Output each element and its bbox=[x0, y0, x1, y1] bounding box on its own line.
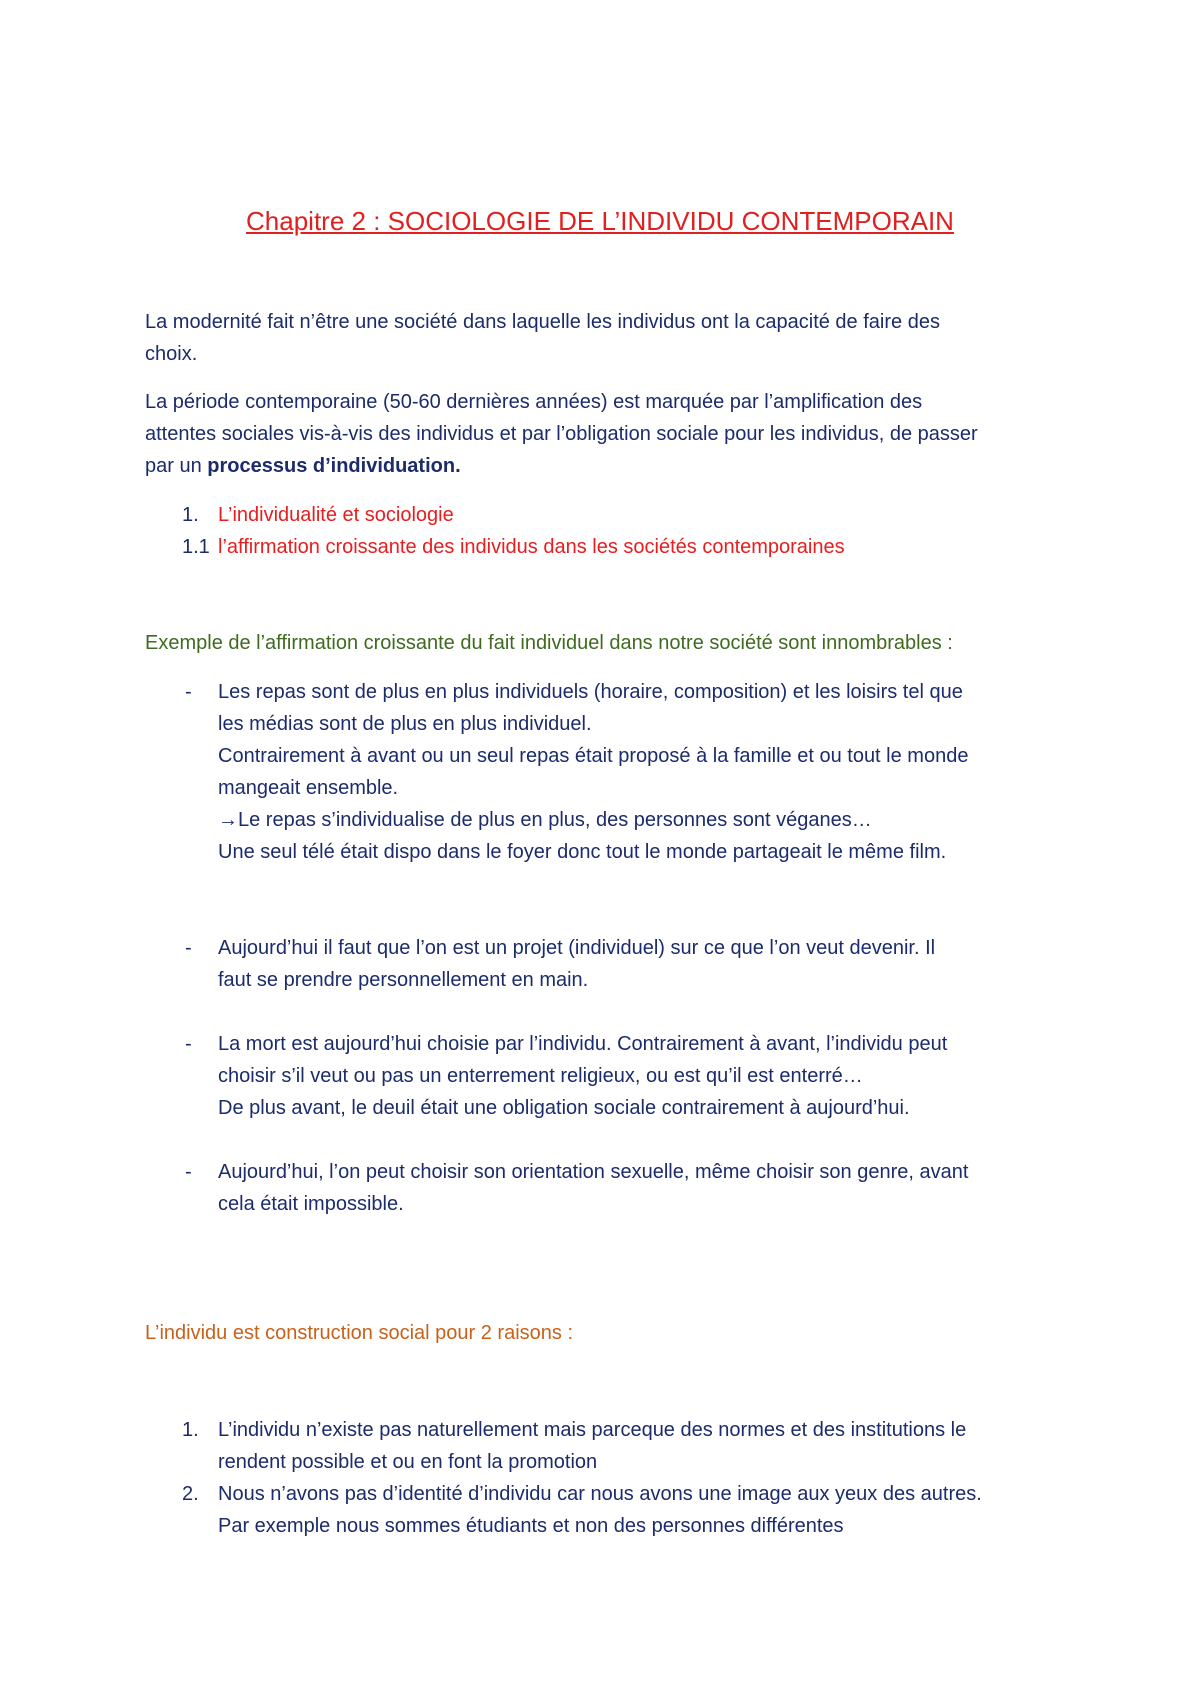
bullet-1-line-5-text: Le repas s’individualise de plus en plus, des personnes sont véganes… bbox=[238, 809, 872, 831]
bullet-4-line-2: cela était impossible. bbox=[218, 1193, 404, 1215]
bullet-3-line-1: La mort est aujourd’hui choisie par l’individu. Contrairement à avant, l’individu peut bbox=[218, 1033, 948, 1055]
bullet-2-line-1: Aujourd’hui il faut que l’on est un projet (individuel) sur ce que l’on veut devenir. Il bbox=[218, 937, 936, 959]
intro-paragraph-1-line-2: choix. bbox=[145, 343, 198, 365]
bullet-marker: - bbox=[185, 681, 192, 703]
subsection-heading: l’affirmation croissante des individus dans les sociétés contemporaines bbox=[218, 536, 845, 558]
bullet-4-line-1: Aujourd’hui, l’on peut choisir son orientation sexuelle, même choisir son genre, avant bbox=[218, 1161, 969, 1183]
list-number: 2. bbox=[182, 1483, 199, 1505]
intro-paragraph-1-line-1: La modernité fait n’être une société dans laquelle les individus ont la capacité de faire des bbox=[145, 311, 940, 333]
construction-heading: L’individu est construction social pour 2 raisons : bbox=[145, 1322, 574, 1344]
section-number: 1. bbox=[182, 504, 199, 526]
arrow-icon: → bbox=[218, 809, 238, 831]
bullet-1-line-3: Contrairement à avant ou un seul repas était proposé à la famille et ou tout le monde bbox=[218, 745, 969, 767]
reason-2-line-1: Nous n’avons pas d’identité d’individu car nous avons une image aux yeux des autres. bbox=[218, 1483, 982, 1505]
bullet-marker: - bbox=[185, 1161, 192, 1183]
bullet-2-line-2: faut se prendre personnellement en main. bbox=[218, 969, 589, 991]
bullet-1-line-5 bbox=[218, 804, 872, 836]
bullet-marker: - bbox=[185, 1033, 192, 1055]
bullet-1-line-1: Les repas sont de plus en plus individuels (horaire, composition) et les loisirs tel que bbox=[218, 681, 963, 703]
intro-bold-term: processus d’individuation. bbox=[207, 455, 461, 477]
bullet-1-line-6: Une seul télé était dispo dans le foyer donc tout le monde partageait le même film. bbox=[218, 841, 947, 863]
examples-heading: Exemple de l’affirmation croissante du fait individuel dans notre société sont innombrables : bbox=[145, 632, 953, 654]
chapter-title: Chapitre 2 : SOCIOLOGIE DE L’INDIVIDU CONTEMPORAIN bbox=[246, 206, 954, 236]
bullet-3-line-3: De plus avant, le deuil était une obligation sociale contrairement à aujourd’hui. bbox=[218, 1097, 910, 1119]
list-number: 1. bbox=[182, 1419, 199, 1441]
intro-paragraph-2-line-2: attentes sociales vis-à-vis des individus et par l’obligation sociale pour les individus, de passer bbox=[145, 423, 978, 445]
reason-1-line-2: rendent possible et ou en font la promotion bbox=[218, 1451, 598, 1473]
subsection-number: 1.1 bbox=[182, 536, 210, 558]
section-heading: L’individualité et sociologie bbox=[218, 504, 454, 526]
intro-paragraph-2-line-1: La période contemporaine (50-60 dernières années) est marquée par l’amplification des bbox=[145, 391, 923, 413]
bullet-3-line-2: choisir s’il veut ou pas un enterrement religieux, ou est qu’il est enterré… bbox=[218, 1065, 863, 1087]
reason-2-line-2: Par exemple nous sommes étudiants et non des personnes différentes bbox=[218, 1515, 844, 1537]
reason-1-line-1: L’individu n’existe pas naturellement mais parceque des normes et des institutions le bbox=[218, 1419, 967, 1441]
intro-text: par un bbox=[145, 455, 208, 477]
bullet-1-line-2: les médias sont de plus en plus individuel. bbox=[218, 713, 592, 735]
intro-paragraph-2-line-3 bbox=[145, 450, 461, 482]
bullet-1-line-4: mangeait ensemble. bbox=[218, 777, 399, 799]
bullet-marker: - bbox=[185, 937, 192, 959]
